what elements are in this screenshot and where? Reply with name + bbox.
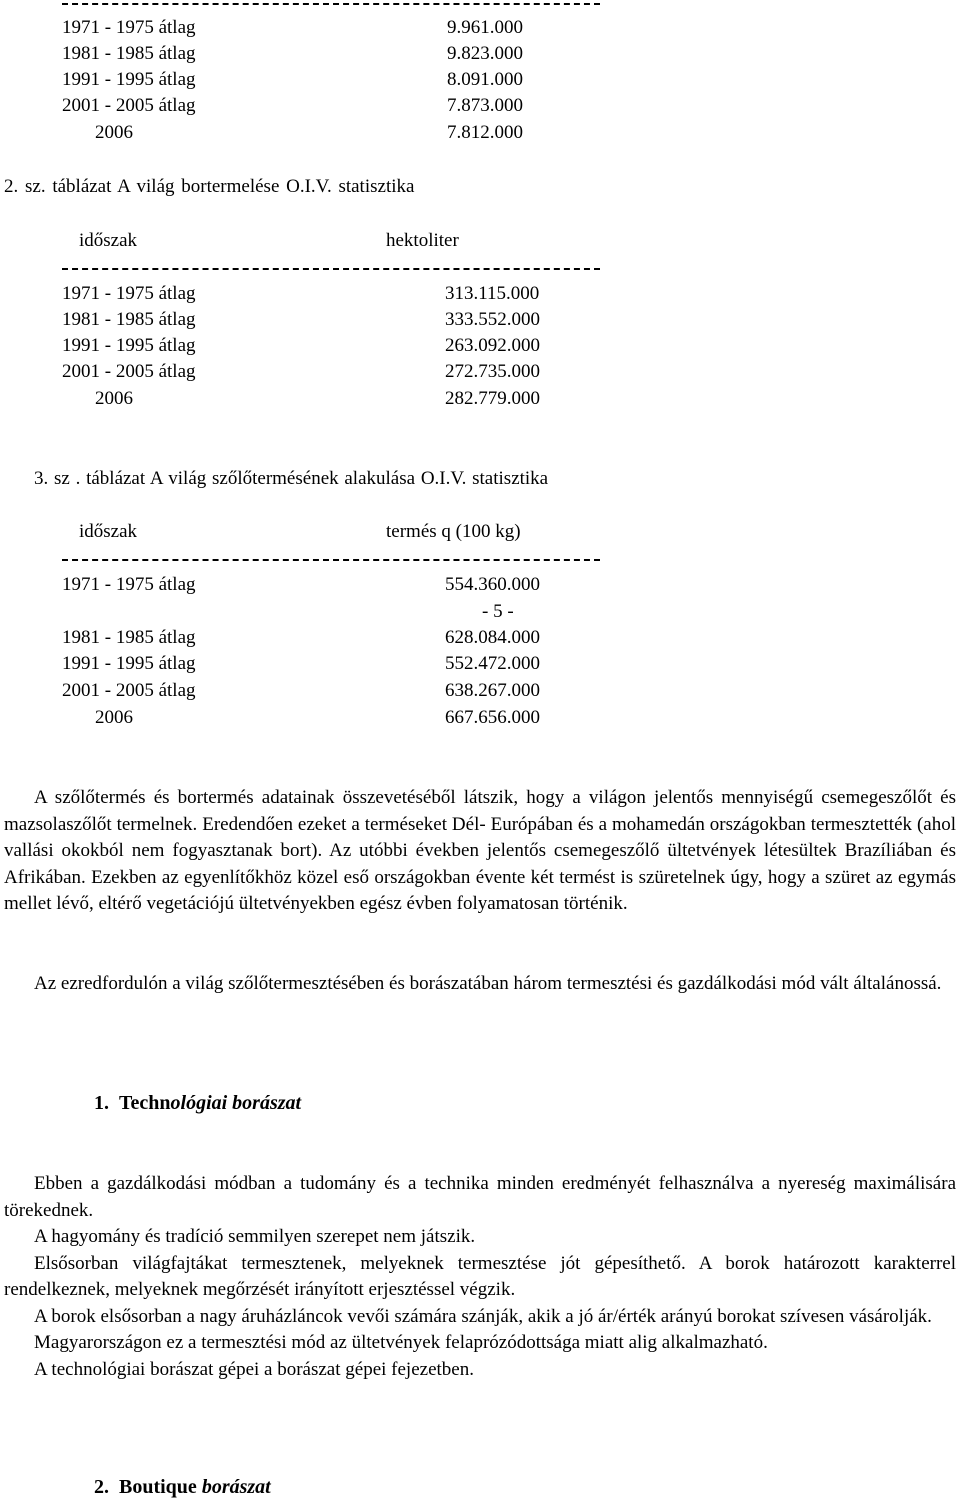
section-line: Ebben a gazdálkodási módban a tudomány és a technika minden eredményét felhasználva a nyereség maximálisára törekednek. [4,1173,956,1221]
section-line: A technológiai borászat gépei a borászat gépei fejezetben. [34,1358,474,1380]
body-paragraph [4,785,956,918]
section-line: Elsősorban világfajtákat termesztenek, melyeknek termesztése jót gépesíthető. A borok határozott karakterrel rendelkeznek, melyeknek megőrzését irányított erjesztéssel végzik. [4,1252,956,1300]
table3-period: 2001 - 2005 átlag [62,680,196,701]
table3-period: 1981 - 1985 átlag [62,627,196,648]
table1-value: 9.823.000 [447,43,523,64]
section-title-italic: ológiai borászat [170,1092,302,1114]
table2-value: 282.779.000 [445,388,540,409]
table2-period: 1991 - 1995 átlag [62,335,196,356]
section-title-italic: borászat [201,1476,271,1498]
table3-value: 628.084.000 [445,627,540,648]
table1-period: 1981 - 1985 átlag [62,43,196,64]
table1-value: 7.812.000 [447,122,523,143]
table3-value: 552.472.000 [445,653,540,674]
section-body [4,1171,956,1383]
table2-caption: 2. sz. táblázat A világ bortermelése O.I.V. statisztika [4,176,415,197]
table3-caption: 3. sz . táblázat A világ szőlőtermésének alakulása O.I.V. statisztika [34,468,549,489]
table1-value: 8.091.000 [447,69,523,90]
table3-value: 667.656.000 [445,707,540,728]
section-line: Magyarországon ez a termesztési mód az ültetvények felaprózódottsága miatt alig alkalmazható. [34,1332,768,1353]
table3-header-period: időszak [79,521,138,542]
table3-value: 638.267.000 [445,680,540,701]
table-rule [62,3,600,5]
section-line: A hagyomány és tradíció semmilyen szerepet nem játszik. [34,1226,476,1247]
table1-value: 9.961.000 [447,17,523,38]
table1-period: 2006 [95,122,133,143]
table1-period: 2001 - 2005 átlag [62,95,196,116]
table-rule [62,559,600,561]
table1-value: 7.873.000 [447,95,523,116]
table2-value: 333.552.000 [445,309,540,330]
table-rule [62,268,600,270]
body-paragraph [4,971,956,998]
table2-header-value: hektoliter [386,230,459,251]
table2-header-period: időszak [79,230,138,251]
section-title: Techn [119,1092,171,1114]
table2-value: 313.115.000 [445,283,540,304]
table3-value: 554.360.000 [445,574,540,595]
table3-period: 2006 [95,707,133,728]
table3-period: 1971 - 1975 átlag [62,574,196,595]
table2-period: 1971 - 1975 átlag [62,283,196,304]
section-line: A borok elsősorban a nagy áruházláncok vevői számára szánják, akik a jó ár/érték arányú borokat szívesen vásárolják. [34,1305,932,1327]
section-heading [94,1092,301,1115]
table1-period: 1991 - 1995 átlag [62,69,196,90]
table3-period: 1991 - 1995 átlag [62,653,196,674]
table3-header-value: termés q (100 kg) [386,521,521,542]
page-number: - 5 - [482,601,514,622]
table2-period: 2006 [95,388,133,409]
paragraph-text: Az ezredfordulón a világ szőlőtermesztésében és borászatában három termesztési és gazdálkodási mód vált általánossá. [34,973,942,994]
table2-value: 272.735.000 [445,361,540,382]
section-heading [94,1476,271,1499]
section-number: 2. [94,1476,109,1498]
section-title: Boutique [119,1476,202,1498]
table2-period: 2001 - 2005 átlag [62,361,196,382]
paragraph-text: A szőlőtermés és bortermés adatainak összevetéséből látszik, hogy a világon jelentős mennyiségű csemegeszőlőt és mazsolaszőlőt termelnek. Eredendően ezeket a terméseket Dél- Európában és a mohamedán országokban termesztették (ahol vallási okokból nem fogyasztanak bort). Az utóbbi években jelentős csemegeszőlő ültetvények létesültek Brazíliában és Afrikában. Ezekben az egyenlítőkhöz közel eső országokban évente két termést is szüretelnek úgy, hogy a szüret az egymás mellet lévő, eltérő vegetációjú ültetvényekben egész évben folyamatosan történik. [4,787,956,914]
section-number: 1. [94,1092,109,1114]
table2-period: 1981 - 1985 átlag [62,309,196,330]
table2-value: 263.092.000 [445,335,540,356]
table1-period: 1971 - 1975 átlag [62,17,196,38]
